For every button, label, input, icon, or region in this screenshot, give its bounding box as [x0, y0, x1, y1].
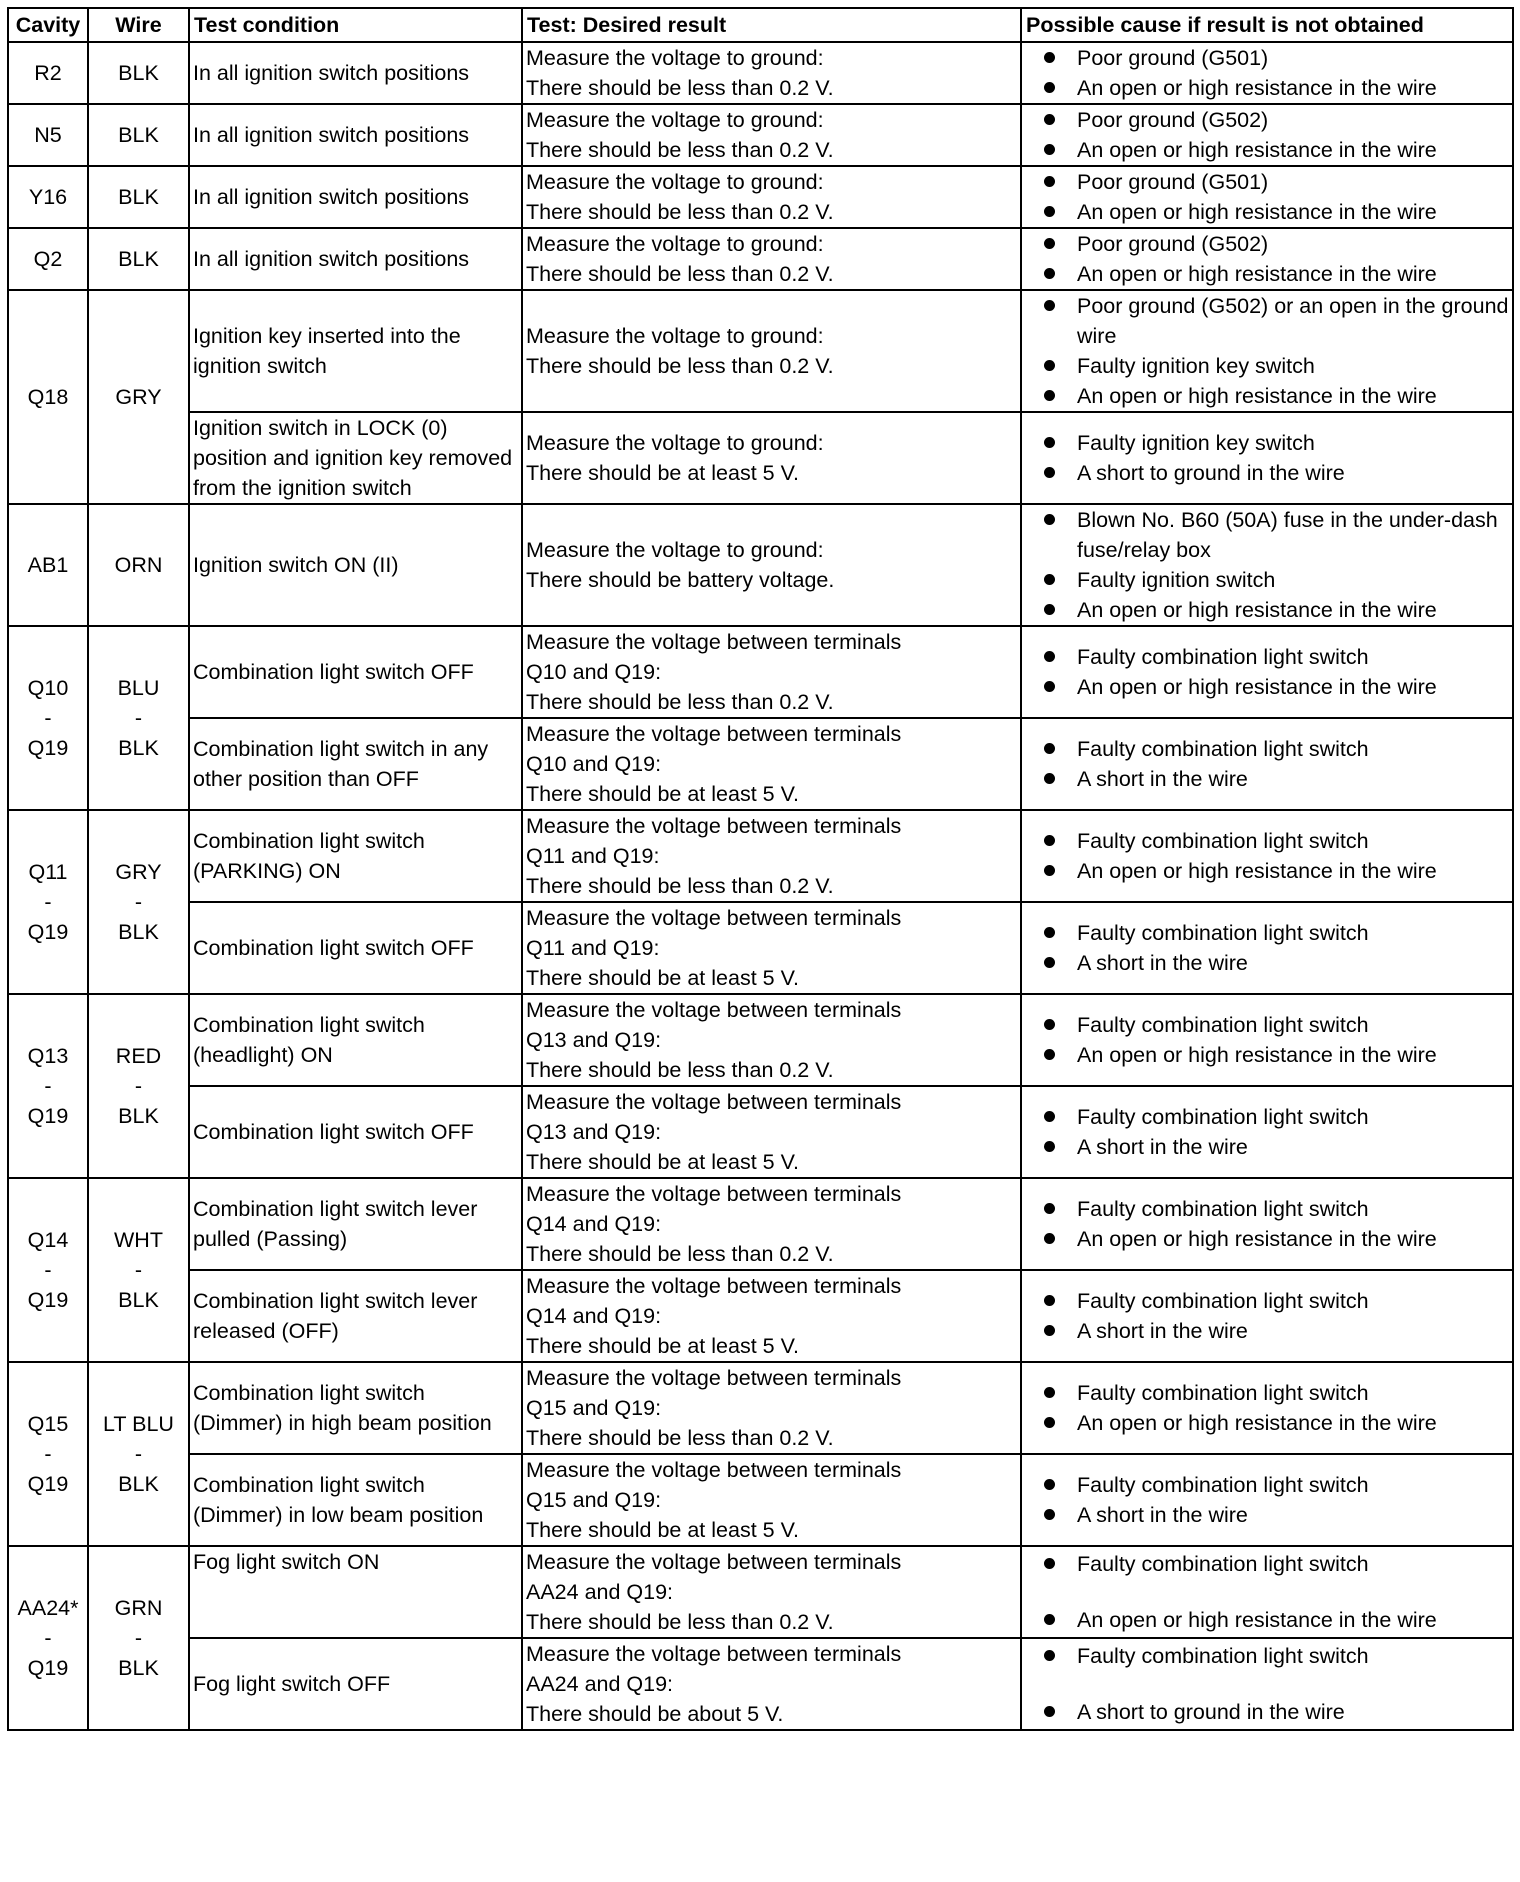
possible-cause-list: [1025, 105, 1509, 165]
possible-cause-item: Faulty combination light switch: [1025, 734, 1509, 764]
wire-color-label: BLK: [118, 247, 159, 271]
possible-cause-item: Faulty ignition key switch: [1025, 428, 1509, 458]
desired-result-line: Measure the voltage between terminals: [526, 1458, 902, 1482]
desired-result-line: There should be less than 0.2 V.: [526, 1426, 834, 1450]
wire-cell: [88, 104, 189, 166]
possible-cause-item: Poor ground (G501): [1025, 167, 1509, 197]
table-row: [8, 1638, 1513, 1730]
desired-result-cell: [522, 290, 1021, 412]
desired-result-line: Q11 and Q19:: [526, 844, 660, 868]
possible-cause-list: [1025, 918, 1509, 978]
desired-result-cell: [522, 1086, 1021, 1178]
possible-cause-item: Poor ground (G501): [1025, 43, 1509, 73]
wire-cell: [88, 1546, 189, 1730]
cavity-cell: [8, 1362, 88, 1546]
header-test-condition: Test condition: [189, 8, 522, 42]
test-condition-cell: Combination light switch in any other position than OFF: [189, 718, 522, 810]
possible-cause-item: Faulty combination light switch: [1025, 1286, 1509, 1316]
cavity-label: Q18: [27, 385, 69, 409]
possible-cause-item: Faulty combination light switch: [1025, 1194, 1509, 1224]
possible-cause-item: Faulty ignition switch: [1025, 565, 1509, 595]
test-condition-cell: Combination light switch OFF: [189, 626, 522, 718]
desired-result-line: Measure the voltage between terminals: [526, 1182, 902, 1206]
possible-cause-cell: [1021, 1362, 1513, 1454]
possible-cause-list: [1025, 734, 1509, 794]
table-row: [8, 810, 1513, 902]
possible-cause-item: An open or high resistance in the wire: [1025, 856, 1509, 886]
test-condition-cell: Combination light switch (headlight) ON: [189, 994, 522, 1086]
cavity-label: AA24*: [17, 1596, 79, 1620]
cavity-label: -: [44, 1258, 52, 1282]
cavity-cell: [8, 810, 88, 994]
desired-result-line: Measure the voltage between terminals: [526, 722, 902, 746]
wire-color-label: -: [134, 706, 143, 730]
table-row: [8, 290, 1513, 412]
test-condition-cell: Combination light switch (Dimmer) in low beam position: [189, 1454, 522, 1546]
possible-cause-item: An open or high resistance in the wire: [1025, 73, 1509, 103]
wire-color-label: BLU: [117, 676, 160, 700]
possible-cause-list: [1025, 1286, 1509, 1346]
desired-result-line: Q10 and Q19:: [526, 660, 662, 684]
table-row: [8, 104, 1513, 166]
desired-result-line: Measure the voltage between terminals: [526, 1274, 902, 1298]
desired-result-cell: [522, 626, 1021, 718]
test-condition-cell: Fog light switch OFF: [189, 1638, 522, 1730]
table-row: [8, 718, 1513, 810]
table-row: [8, 504, 1513, 626]
desired-result-cell: [522, 1270, 1021, 1362]
possible-cause-item: Faulty combination light switch: [1025, 918, 1509, 948]
desired-result-cell: [522, 42, 1021, 104]
wire-cell: [88, 166, 189, 228]
test-condition-cell: In all ignition switch positions: [189, 42, 522, 104]
wire-cell: [88, 626, 189, 810]
test-condition-cell: Combination light switch OFF: [189, 902, 522, 994]
desired-result-line: There should be less than 0.2 V.: [526, 874, 834, 898]
desired-result-line: Measure the voltage to ground:: [526, 46, 824, 70]
cavity-cell: [8, 1546, 88, 1730]
possible-cause-list: [1025, 229, 1509, 289]
test-condition-cell: Combination light switch OFF: [189, 1086, 522, 1178]
wire-color-label: BLK: [118, 123, 159, 147]
possible-cause-item: A short to ground in the wire: [1025, 458, 1509, 488]
wire-color-label: LT BLU: [103, 1412, 174, 1436]
desired-result-line: Measure the voltage to ground:: [526, 538, 824, 562]
cavity-cell: [8, 166, 88, 228]
possible-cause-item: Faulty ignition key switch: [1025, 351, 1509, 381]
possible-cause-cell: [1021, 1086, 1513, 1178]
desired-result-cell: [522, 1454, 1021, 1546]
wire-color-label: -: [134, 1626, 143, 1650]
cavity-label: Q19: [27, 1656, 69, 1680]
possible-cause-list: [1025, 1549, 1509, 1635]
desired-result-line: There should be less than 0.2 V.: [526, 1058, 834, 1082]
possible-cause-cell: [1021, 42, 1513, 104]
desired-result-cell: [522, 1178, 1021, 1270]
test-condition-cell: Combination light switch lever released (OFF): [189, 1270, 522, 1362]
possible-cause-cell: [1021, 1454, 1513, 1546]
possible-cause-item: A short in the wire: [1025, 1132, 1509, 1162]
desired-result-cell: [522, 1546, 1021, 1638]
wire-cell: [88, 810, 189, 994]
desired-result-line: There should be less than 0.2 V.: [526, 200, 834, 224]
table-row: [8, 902, 1513, 994]
desired-result-line: Q13 and Q19:: [526, 1120, 662, 1144]
desired-result-line: There should be less than 0.2 V.: [526, 138, 834, 162]
possible-cause-item: Faulty combination light switch: [1025, 1010, 1509, 1040]
table-row: [8, 228, 1513, 290]
test-condition-cell: Combination light switch (Dimmer) in high beam position: [189, 1362, 522, 1454]
desired-result-line: Q11 and Q19:: [526, 936, 660, 960]
cavity-label: Q10: [27, 676, 69, 700]
desired-result-line: There should be less than 0.2 V.: [526, 1610, 834, 1634]
cavity-label: Q11: [28, 860, 68, 884]
test-condition-cell: Ignition key inserted into the ignition switch: [189, 290, 522, 412]
desired-result-cell: [522, 166, 1021, 228]
wire-color-label: BLK: [118, 1288, 159, 1312]
desired-result-line: Measure the voltage between terminals: [526, 630, 902, 654]
cavity-label: AB1: [27, 553, 69, 577]
table-row: [8, 1086, 1513, 1178]
wire-color-label: BLK: [118, 1104, 159, 1128]
possible-cause-cell: [1021, 1638, 1513, 1730]
cavity-label: Q13: [27, 1044, 69, 1068]
cavity-label: N5: [34, 123, 62, 147]
desired-result-line: There should be less than 0.2 V.: [526, 262, 834, 286]
possible-cause-item: Faulty combination light switch: [1025, 642, 1509, 672]
test-condition-cell: Ignition switch in LOCK (0) position and ignition key removed from the ignition switch: [189, 412, 522, 504]
possible-cause-list: [1025, 1641, 1509, 1727]
table-row: [8, 1362, 1513, 1454]
wire-color-label: BLK: [118, 185, 159, 209]
desired-result-line: There should be at least 5 V.: [526, 782, 799, 806]
wire-cell: [88, 994, 189, 1178]
table-row: [8, 1546, 1513, 1638]
possible-cause-item: An open or high resistance in the wire: [1025, 672, 1509, 702]
possible-cause-item: A short in the wire: [1025, 1316, 1509, 1346]
desired-result-cell: [522, 1638, 1021, 1730]
desired-result-line: Measure the voltage between terminals: [526, 1642, 902, 1666]
cavity-label: Q19: [27, 1104, 69, 1128]
desired-result-line: Measure the voltage between terminals: [526, 814, 902, 838]
possible-cause-list: [1025, 505, 1509, 625]
cavity-cell: [8, 104, 88, 166]
test-condition-cell: In all ignition switch positions: [189, 104, 522, 166]
possible-cause-item: Faulty combination light switch: [1025, 1470, 1509, 1500]
test-condition-cell: In all ignition switch positions: [189, 166, 522, 228]
possible-cause-cell: [1021, 994, 1513, 1086]
wire-color-label: GRY: [115, 860, 162, 884]
desired-result-line: Measure the voltage between terminals: [526, 906, 902, 930]
cavity-label: Q19: [27, 736, 69, 760]
wire-color-label: -: [134, 1442, 143, 1466]
possible-cause-list: [1025, 1470, 1509, 1530]
connector-test-table-wrapper: [7, 7, 1512, 1731]
wire-color-label: BLK: [118, 1656, 159, 1680]
possible-cause-list: [1025, 167, 1509, 227]
cavity-label: Q14: [27, 1228, 69, 1252]
cavity-cell: [8, 42, 88, 104]
cavity-cell: [8, 228, 88, 290]
possible-cause-item: An open or high resistance in the wire: [1025, 1605, 1509, 1635]
desired-result-line: AA24 and Q19:: [526, 1580, 674, 1604]
cavity-label: Q2: [33, 247, 63, 271]
desired-result-line: There should be less than 0.2 V.: [526, 76, 834, 100]
possible-cause-list: [1025, 1010, 1509, 1070]
table-row: [8, 1270, 1513, 1362]
wire-color-label: BLK: [118, 920, 159, 944]
cavity-cell: [8, 290, 88, 504]
table-row: [8, 412, 1513, 504]
desired-result-cell: [522, 104, 1021, 166]
desired-result-line: Measure the voltage to ground:: [526, 232, 824, 256]
wire-cell: [88, 1178, 189, 1362]
desired-result-line: There should be less than 0.2 V.: [526, 354, 834, 378]
desired-result-line: Measure the voltage between terminals: [526, 1090, 902, 1114]
possible-cause-item: An open or high resistance in the wire: [1025, 1040, 1509, 1070]
possible-cause-item: Poor ground (G502): [1025, 105, 1509, 135]
possible-cause-item: An open or high resistance in the wire: [1025, 381, 1509, 411]
possible-cause-cell: [1021, 1270, 1513, 1362]
cavity-label: Q19: [27, 1472, 69, 1496]
possible-cause-cell: [1021, 1546, 1513, 1638]
wire-color-label: WHT: [114, 1228, 163, 1252]
table-row: [8, 1178, 1513, 1270]
desired-result-cell: [522, 1362, 1021, 1454]
cavity-cell: [8, 1178, 88, 1362]
header-possible-cause: Possible cause if result is not obtained: [1021, 8, 1513, 42]
possible-cause-item: An open or high resistance in the wire: [1025, 259, 1509, 289]
possible-cause-cell: [1021, 810, 1513, 902]
possible-cause-list: [1025, 826, 1509, 886]
desired-result-line: There should be less than 0.2 V.: [526, 1242, 834, 1266]
possible-cause-item: A short in the wire: [1025, 764, 1509, 794]
cavity-label: Q19: [27, 1288, 69, 1312]
cavity-label: -: [44, 1626, 52, 1650]
wire-color-label: ORN: [114, 553, 163, 577]
cavity-label: Q19: [27, 920, 69, 944]
desired-result-line: There should be at least 5 V.: [526, 1150, 799, 1174]
possible-cause-item: An open or high resistance in the wire: [1025, 197, 1509, 227]
wire-color-label: -: [134, 890, 143, 914]
header-wire: Wire: [88, 8, 189, 42]
possible-cause-cell: [1021, 902, 1513, 994]
possible-cause-list: [1025, 1378, 1509, 1438]
test-condition-cell: Combination light switch lever pulled (Passing): [189, 1178, 522, 1270]
cavity-label: Q15: [27, 1412, 69, 1436]
desired-result-line: Q13 and Q19:: [526, 1028, 662, 1052]
desired-result-cell: [522, 994, 1021, 1086]
desired-result-line: Measure the voltage between terminals: [526, 1366, 902, 1390]
cavity-label: -: [44, 1442, 52, 1466]
wire-color-label: -: [134, 1258, 143, 1282]
table-row: [8, 1454, 1513, 1546]
desired-result-line: There should be battery voltage.: [526, 568, 835, 592]
table-row: [8, 42, 1513, 104]
cavity-cell: [8, 994, 88, 1178]
possible-cause-item: Faulty combination light switch: [1025, 826, 1509, 856]
wire-color-label: -: [134, 1074, 143, 1098]
possible-cause-list: [1025, 43, 1509, 103]
desired-result-line: There should be about 5 V.: [526, 1702, 784, 1726]
wire-cell: [88, 290, 189, 504]
desired-result-cell: [522, 810, 1021, 902]
possible-cause-item: An open or high resistance in the wire: [1025, 595, 1509, 625]
possible-cause-cell: [1021, 626, 1513, 718]
possible-cause-cell: [1021, 504, 1513, 626]
wire-color-label: RED: [115, 1044, 162, 1068]
possible-cause-item: An open or high resistance in the wire: [1025, 135, 1509, 165]
possible-cause-item: Faulty combination light switch: [1025, 1378, 1509, 1408]
cavity-label: Y16: [28, 185, 68, 209]
cavity-label: -: [44, 706, 52, 730]
test-condition-cell: Fog light switch ON: [189, 1546, 522, 1638]
test-condition-cell: Combination light switch (PARKING) ON: [189, 810, 522, 902]
possible-cause-list: [1025, 642, 1509, 702]
desired-result-line: There should be at least 5 V.: [526, 966, 799, 990]
table-row: [8, 166, 1513, 228]
header-desired-result: Test: Desired result: [522, 8, 1021, 42]
desired-result-line: Measure the voltage to ground:: [526, 324, 824, 348]
header-row: [8, 8, 1513, 42]
desired-result-line: Q14 and Q19:: [526, 1212, 662, 1236]
desired-result-line: There should be at least 5 V.: [526, 461, 799, 485]
desired-result-cell: [522, 504, 1021, 626]
possible-cause-list: [1025, 1102, 1509, 1162]
desired-result-line: Measure the voltage to ground:: [526, 108, 824, 132]
table-row: [8, 626, 1513, 718]
desired-result-line: Q15 and Q19:: [526, 1488, 662, 1512]
desired-result-line: Q14 and Q19:: [526, 1304, 662, 1328]
desired-result-line: Q10 and Q19:: [526, 752, 662, 776]
possible-cause-item: Poor ground (G502) or an open in the ground wire: [1025, 291, 1509, 351]
possible-cause-cell: [1021, 412, 1513, 504]
possible-cause-item: An open or high resistance in the wire: [1025, 1408, 1509, 1438]
desired-result-cell: [522, 902, 1021, 994]
wire-color-label: BLK: [118, 61, 159, 85]
desired-result-cell: [522, 718, 1021, 810]
cavity-label: -: [44, 890, 52, 914]
possible-cause-item: Blown No. B60 (50A) fuse in the under-dash fuse/relay box: [1025, 505, 1509, 565]
wire-color-label: BLK: [118, 736, 159, 760]
wire-cell: [88, 42, 189, 104]
possible-cause-cell: [1021, 290, 1513, 412]
possible-cause-cell: [1021, 228, 1513, 290]
wire-color-label: BLK: [118, 1472, 159, 1496]
cavity-label: -: [44, 1074, 52, 1098]
test-condition-cell: Ignition switch ON (II): [189, 504, 522, 626]
desired-result-line: There should be less than 0.2 V.: [526, 690, 834, 714]
possible-cause-cell: [1021, 1178, 1513, 1270]
desired-result-cell: [522, 228, 1021, 290]
possible-cause-item: Faulty combination light switch: [1025, 1641, 1509, 1671]
possible-cause-list: [1025, 428, 1509, 488]
desired-result-cell: [522, 412, 1021, 504]
possible-cause-list: [1025, 1194, 1509, 1254]
wire-color-label: GRN: [114, 1596, 163, 1620]
wire-cell: [88, 228, 189, 290]
desired-result-line: There should be at least 5 V.: [526, 1334, 799, 1358]
possible-cause-item: A short in the wire: [1025, 1500, 1509, 1530]
header-cavity: Cavity: [8, 8, 88, 42]
possible-cause-item: An open or high resistance in the wire: [1025, 1224, 1509, 1254]
table-body: [8, 42, 1513, 1730]
table-row: [8, 994, 1513, 1086]
desired-result-line: Measure the voltage between terminals: [526, 1550, 902, 1574]
possible-cause-cell: [1021, 104, 1513, 166]
wire-cell: [88, 504, 189, 626]
cavity-label: R2: [34, 61, 62, 85]
possible-cause-list: [1025, 291, 1509, 411]
desired-result-line: There should be at least 5 V.: [526, 1518, 799, 1542]
desired-result-line: Measure the voltage to ground:: [526, 431, 824, 455]
possible-cause-item: A short in the wire: [1025, 948, 1509, 978]
possible-cause-item: Poor ground (G502): [1025, 229, 1509, 259]
possible-cause-item: A short to ground in the wire: [1025, 1697, 1509, 1727]
desired-result-line: Q15 and Q19:: [526, 1396, 662, 1420]
possible-cause-item: Faulty combination light switch: [1025, 1549, 1509, 1579]
possible-cause-cell: [1021, 166, 1513, 228]
desired-result-line: Measure the voltage to ground:: [526, 170, 824, 194]
cavity-cell: [8, 504, 88, 626]
test-condition-cell: In all ignition switch positions: [189, 228, 522, 290]
desired-result-line: Measure the voltage between terminals: [526, 998, 902, 1022]
desired-result-line: AA24 and Q19:: [526, 1672, 674, 1696]
connector-test-table: [7, 7, 1514, 1731]
possible-cause-cell: [1021, 718, 1513, 810]
cavity-cell: [8, 626, 88, 810]
wire-color-label: GRY: [115, 385, 162, 409]
wire-cell: [88, 1362, 189, 1546]
possible-cause-item: Faulty combination light switch: [1025, 1102, 1509, 1132]
